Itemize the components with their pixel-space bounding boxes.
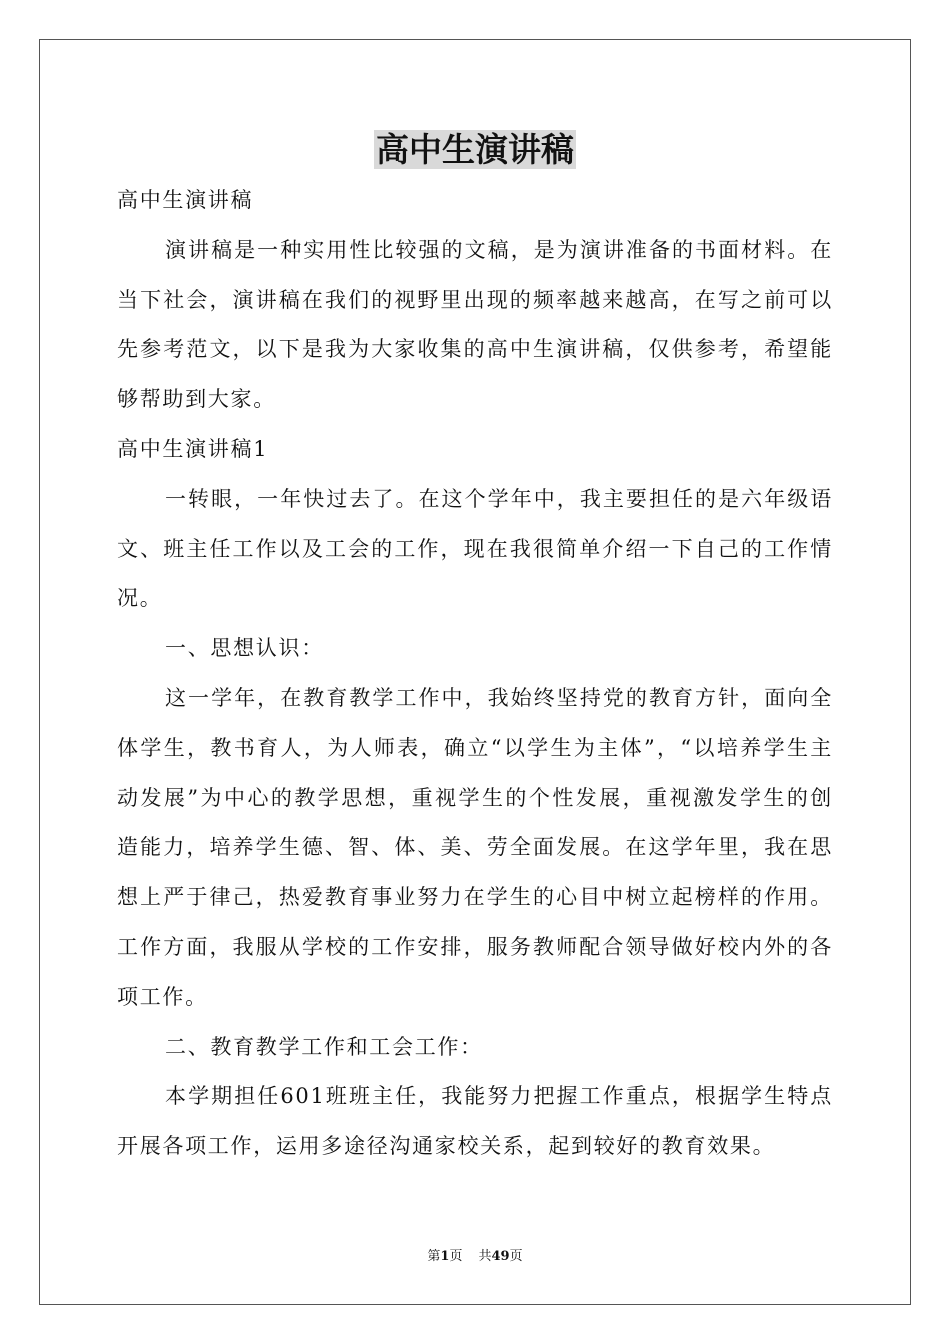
page-suffix: 页 (449, 1249, 463, 1264)
total-suffix: 页 (509, 1249, 523, 1264)
document-title (0, 126, 950, 174)
document-body (117, 176, 833, 1172)
subheading-thought: 一、思想认识： (165, 636, 324, 661)
paragraph-intro: 演讲稿是一种实用性比较强的文稿，是为演讲准备的书面材料。在当下社会，演讲稿在我们的视野里出现的频率越来越高，在写之前可以先参考范文，以下是我为大家收集的高中生演讲稿，仅供参考，希望能够帮助到大家。 (117, 237, 833, 412)
page-prefix: 第 (427, 1249, 441, 1264)
paragraph-thought: 这一学年，在教育教学工作中，我始终坚持党的教育方针，面向全体学生，教书育人，为人师表，确立“以学生为主体”，“以培养学生主动发展”为中心的教学思想，重视学生的个性发展，重视激发学生的创造能力，培养学生德、智、体、美、劳全面发展。在这学年里，我在思想上严于律己，热爱教育事业努力在学生的心目中树立起榜样的作用。工作方面，我服从学校的工作安排，服务教师配合领导做好校内外的各项工作。 (117, 685, 833, 1009)
paragraph-teaching: 本学期担任601班班主任，我能努力把握工作重点，根据学生特点开展各项工作，运用多途径沟通家校关系，起到较好的教育效果。 (117, 1084, 833, 1159)
paragraph-subtitle: 高中生演讲稿 (117, 188, 254, 212)
paragraph-opening: 一转眼，一年快过去了。在这个学年中，我主要担任的是六年级语文、班主任工作以及工会的工作，现在我很简单介绍一下自己的工作情况。 (117, 486, 833, 611)
section-heading-1: 高中生演讲稿1 (117, 436, 269, 461)
page-footer (0, 1245, 950, 1264)
document-title-text: 高中生演讲稿 (376, 130, 574, 169)
page-number: 1 (440, 1249, 450, 1264)
total-pages: 49 (491, 1249, 510, 1264)
subheading-teaching: 二、教育教学工作和工会工作： (165, 1034, 483, 1059)
total-prefix: 共 (478, 1249, 492, 1264)
